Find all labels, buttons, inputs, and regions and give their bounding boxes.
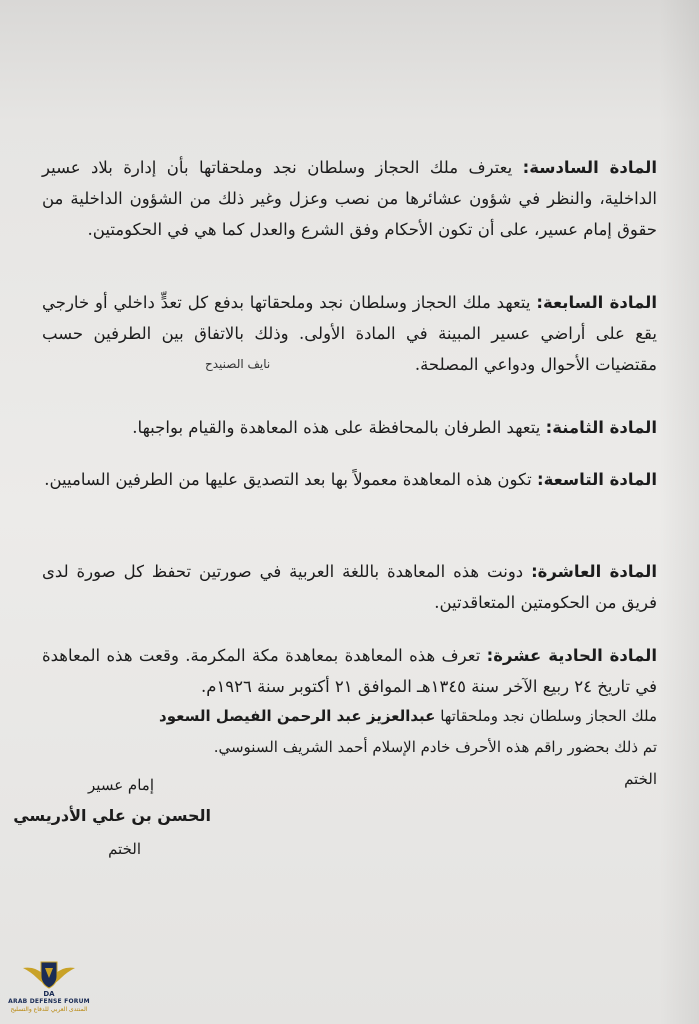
handwritten-note: نايف الصنيدح [205, 357, 271, 371]
imam-name: الحسن بن علي الأدريسي [13, 806, 211, 825]
article-11 [42, 640, 657, 702]
article-9 [42, 464, 657, 495]
king-signature-line [159, 707, 657, 725]
logo-abbr: DA [43, 990, 55, 998]
page-edge-shadow [659, 0, 699, 1024]
article-heading: المادة الثامنة: [545, 418, 657, 437]
logo-text: ARAB DEFENSE FORUM [8, 998, 90, 1005]
article-text: يتعهد ملك الحجاز وسلطان نجد وملحقاتها بدفع كل تعدٍّ داخلي أو خارجي يقع على أراضي عسير المبينة في المادة الأولى. وذلك بالاتفاق بين الطرفين حسب مقتضيات الأحوال ودواعي المصلحة. [42, 293, 657, 374]
imam-title: إمام عسير [88, 776, 154, 794]
logo-subtext: المنتدى العربي للدفاع والتسليح [10, 1006, 88, 1013]
article-text: دونت هذه المعاهدة باللغة العربية في صورتين تحفظ كل صورة لدى فريق من الحكومتين المتعاقدتين. [42, 562, 657, 612]
seal-label: الختم [624, 770, 657, 788]
article-text: تعرف هذه المعاهدة بمعاهدة مكة المكرمة. وقعت هذه المعاهدة في تاريخ ٢٤ ربيع الآخر سنة ١٣٤٥هـ الموافق ٢١ أكتوبر سنة ١٩٢٦م. [42, 646, 657, 696]
article-heading: المادة العاشرة: [531, 562, 657, 581]
imam-seal-label: الختم [108, 840, 141, 858]
witness-line: تم ذلك بحضور راقم هذه الأحرف خادم الإسلام أحمد الشريف السنوسي. [213, 738, 657, 756]
article-6 [42, 152, 657, 245]
eagle-emblem-icon [21, 958, 77, 998]
article-10 [42, 556, 657, 618]
article-text: تكون هذه المعاهدة معمولاً بها بعد التصديق عليها من الطرفين الساميين. [44, 470, 537, 489]
article-heading: المادة الحادية عشرة: [486, 646, 657, 665]
article-text: يعترف ملك الحجاز وسلطان نجد وملحقاتها بأن إدارة بلاد عسير الداخلية، والنظر في شؤون عشائرها من نصب وعزل وغير ذلك من الشؤون الداخلية من حقوق إمام عسير، على أن تكون الأحكام وفق الشرع والعدل كما هي في الحكومتين. [42, 158, 657, 239]
article-heading: المادة التاسعة: [537, 470, 657, 489]
article-8 [42, 412, 657, 443]
king-title: ملك الحجاز وسلطان نجد وملحقاتها [440, 707, 657, 725]
king-name: عبدالعزيز عبد الرحمن الفيصل السعود [159, 707, 436, 725]
arab-defense-forum-logo [8, 958, 90, 1024]
article-heading: المادة السابعة: [536, 293, 657, 312]
article-7 [42, 287, 657, 380]
article-text: يتعهد الطرفان بالمحافظة على هذه المعاهدة والقيام بواجبها. [132, 418, 546, 437]
article-heading: المادة السادسة: [522, 158, 657, 177]
